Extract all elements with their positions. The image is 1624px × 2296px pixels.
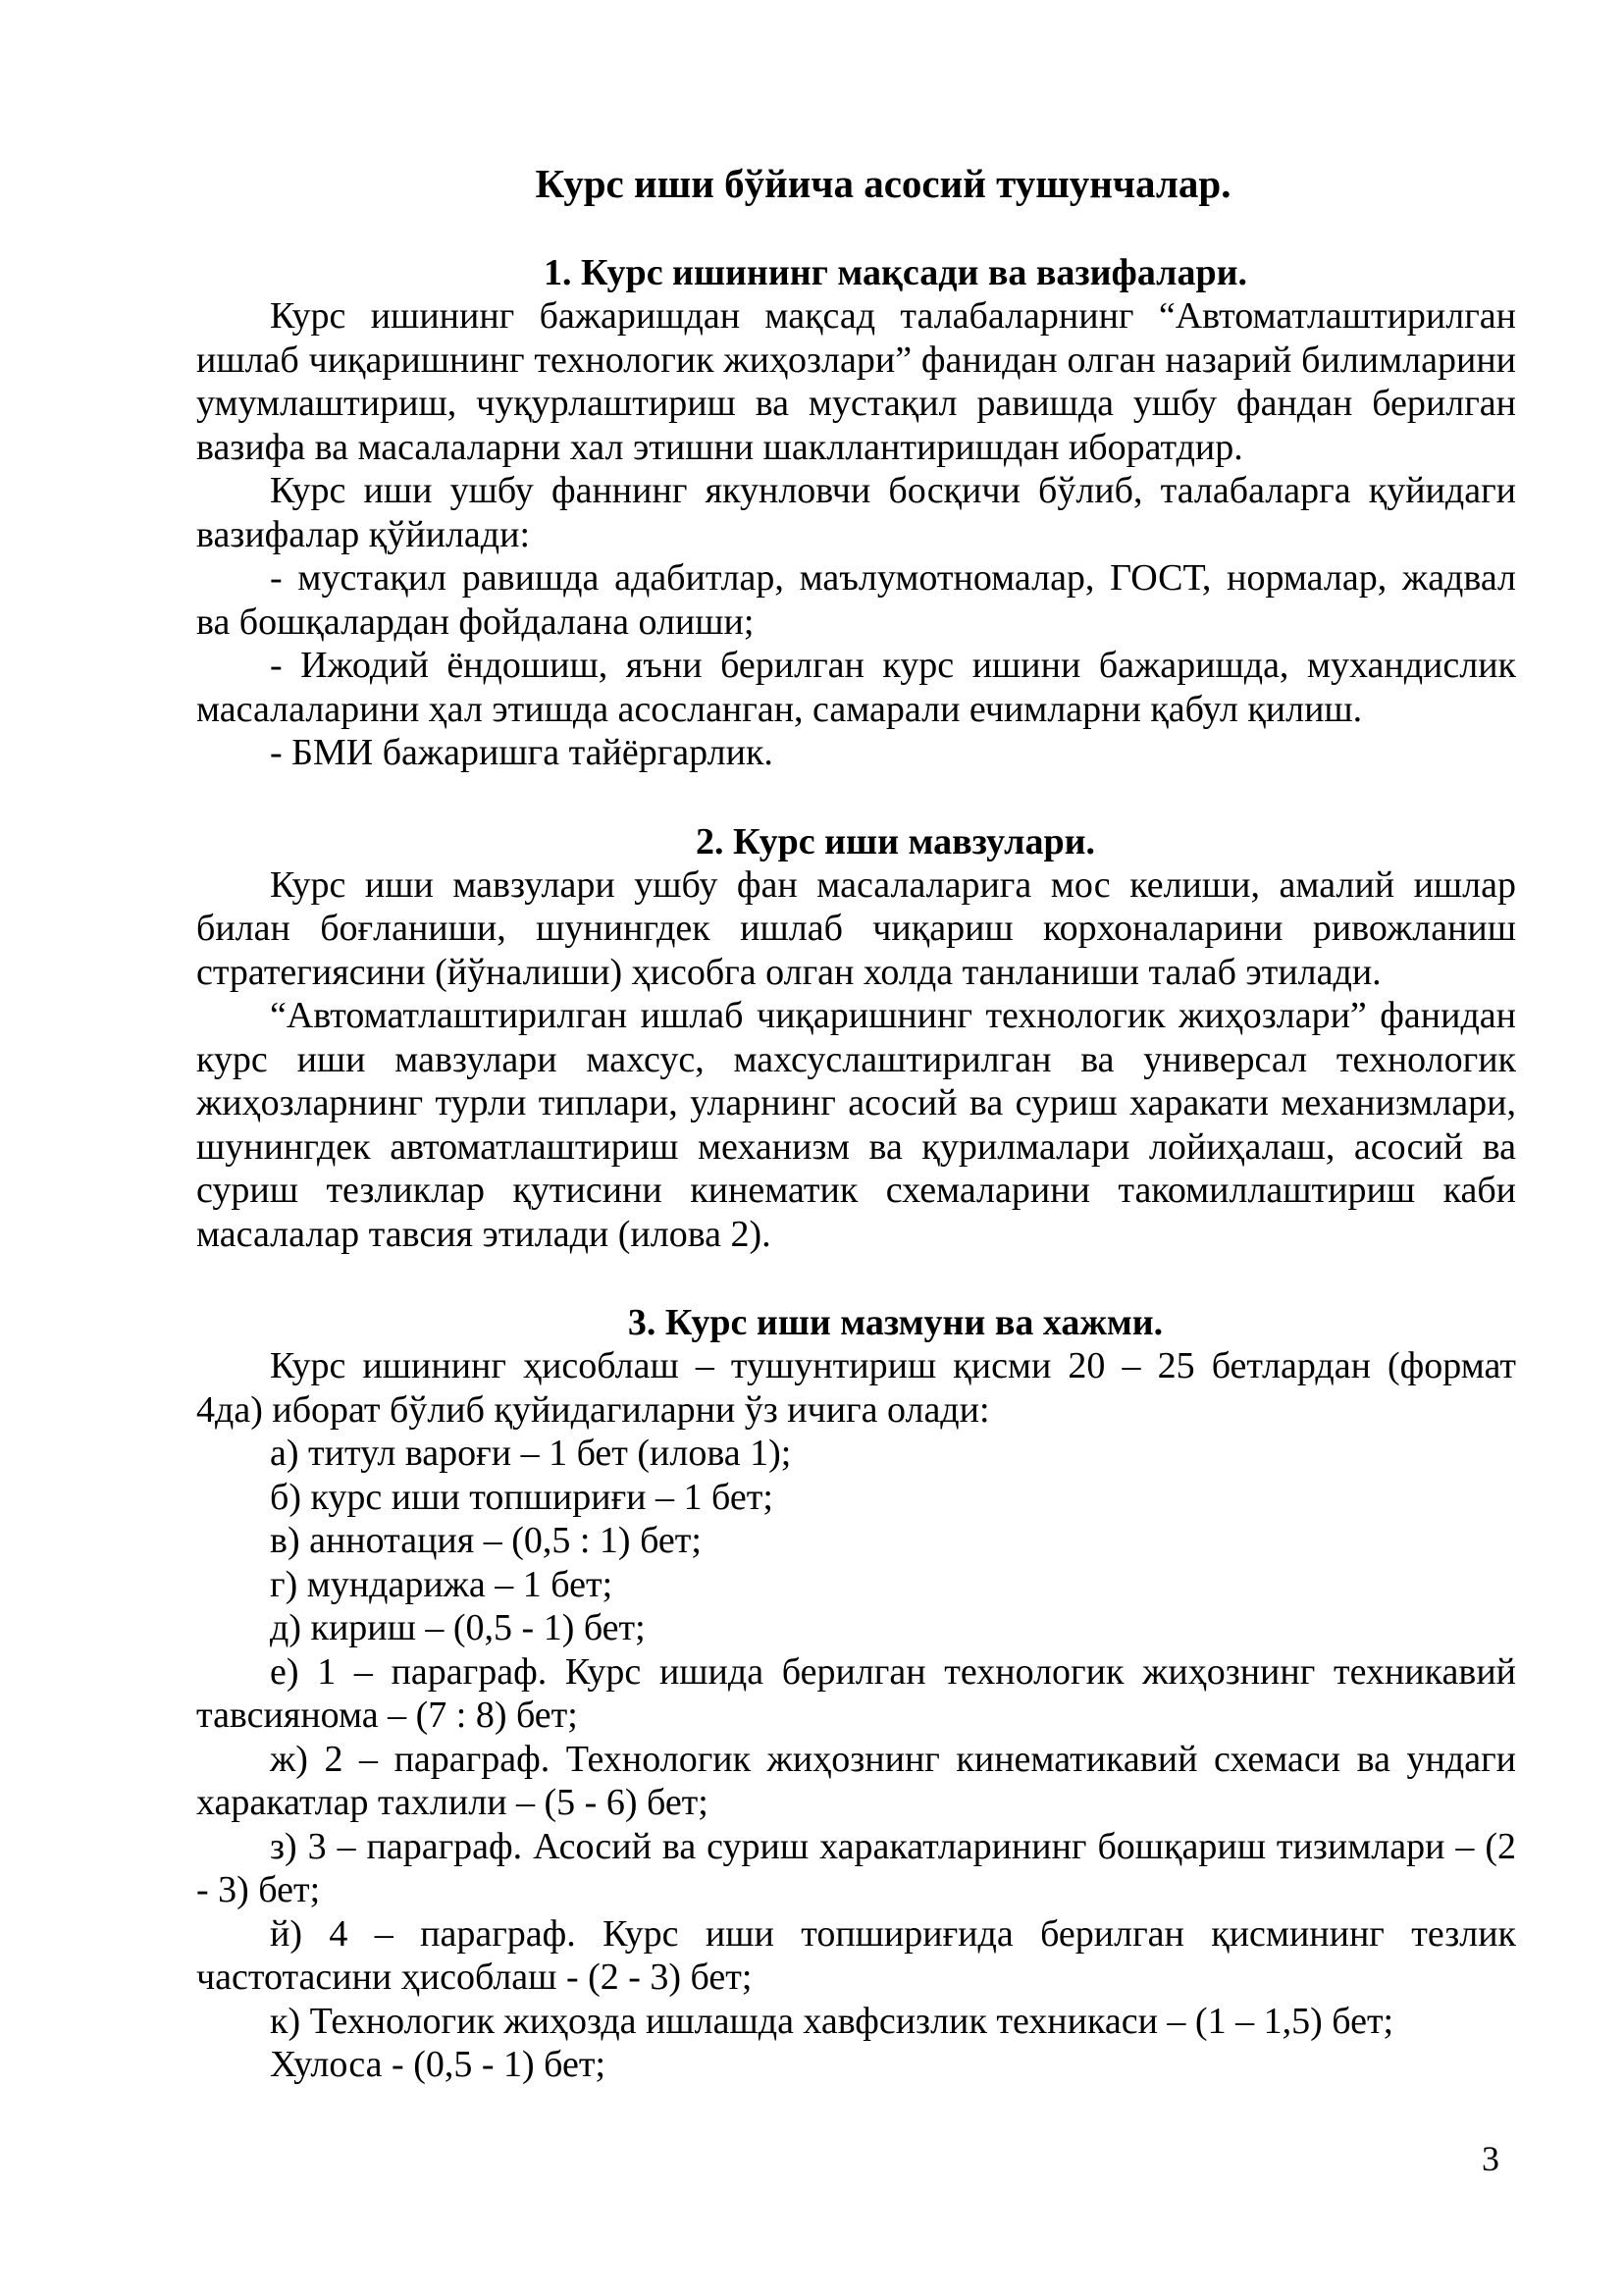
section-content-volume [196,1301,1516,2087]
list-item: з) 3 – параграф. Асосий ва суриш харакатларининг бошқариш тизимлари – (2 - 3) бет; [196,1825,1516,1910]
list-item: д) кириш – (0,5 - 1) бет; [270,1607,646,1648]
paragraph: “Автоматлаштирилган ишлаб чиқаришнинг технологик жиҳозлари” фанидан курс иши мавзулари махсус, махсуслаштирилган ва универсал технологик жиҳозларнинг турли типлари, уларнинг асосий ва суриш харакати механизмлари, шунингдек автоматлаштириш механизм ва қурилмалари лойиҳалаш, асосий ва суриш тезликлар қутисини кинематик схемаларини такомиллаштириш каби масалалар тавсия этилади (илова 2). [196,995,1516,1255]
page-content [196,155,1516,2087]
list-item: г) мундарижа – 1 бет; [270,1563,613,1605]
page-title: Курс иши бўйича асосий тушунчалар. [535,161,1231,206]
page-number: 3 [1482,2139,1499,2178]
section-heading: 2. Курс иши мавзулари. [696,820,1095,862]
list-item: в) аннотация – (0,5 : 1) бет; [270,1520,702,1561]
list-item: б) курс иши топшириғи – 1 бет; [270,1476,773,1518]
list-item: а) титул вароғи – 1 бет (илова 1); [270,1433,792,1474]
list-item: й) 4 – параграф. Курс иши топшириғида берилган қисмининг тезлик частотасини ҳисоблаш - (2 - 3) бет; [196,1912,1516,1998]
section-topics [196,820,1516,1257]
paragraph: Курс иши мавзулари ушбу фан масалаларига мос келиши, амалий ишлар билан боғланиши, шунингдек ишлаб чиқариш корхоналарини ривожланиш стратегиясини (йўналиши) ҳисобга олган холда танланиши талаб этилади. [196,863,1516,993]
section-heading: 1. Курс ишининг мақсади ва вазифалари. [543,252,1248,293]
list-item: Хулоса - (0,5 - 1) бет; [270,2044,606,2085]
list-item: е) 1 – параграф. Курс ишида берилган технологик жиҳознинг техникавий тавсиянома – (7 : 8) бет; [196,1650,1516,1736]
paragraph: - Ижодий ёндошиш, яъни берилган курс ишини бажаришда, мухандислик масалаларини ҳал этишда асосланган, самарали ечимларни қабул қилиш. [196,645,1516,730]
paragraph: Курс иши ушбу фаннинг якунловчи босқичи бўлиб, талабаларга қуйидаги вазифалар қўйилади: [196,470,1516,555]
list-item: к) Технологик жиҳозда ишлашда хавфсизлик техникаси – (1 – 1,5) бет; [270,2000,1394,2042]
section-heading: 3. Курс иши мазмуни ва хажми. [627,1302,1164,1343]
paragraph: - БМИ бажаришга тайёргарлик. [270,732,773,773]
paragraph: Курс ишининг ҳисоблаш – тушунтириш қисми 20 – 25 бетлардан (формат 4да) иборат бўлиб қуйидагиларни ўз ичига олади: [196,1345,1516,1431]
list-item: ж) 2 – параграф. Технологик жиҳознинг кинематикавий схемаси ва ундаги харакатлар тахлили – (5 - 6) бет; [196,1738,1516,1823]
section-goals [196,251,1516,775]
paragraph: Курс ишининг бажаришдан мақсад талабаларнинг “Автоматлаштирилган ишлаб чиқаришнинг технологик жиҳозлари” фанидан олган назарий билимларини умумлаштириш, чуқурлаштириш ва мустақил равишда ушбу фандан берилган вазифа ва масалаларни хал этишни шакллантиришдан иборатдир. [196,295,1516,468]
paragraph: - мустақил равишда адабитлар, маълумотномалар, ГОСТ, нормалар, жадвал ва бошқалардан фойдалана олиши; [196,557,1516,643]
